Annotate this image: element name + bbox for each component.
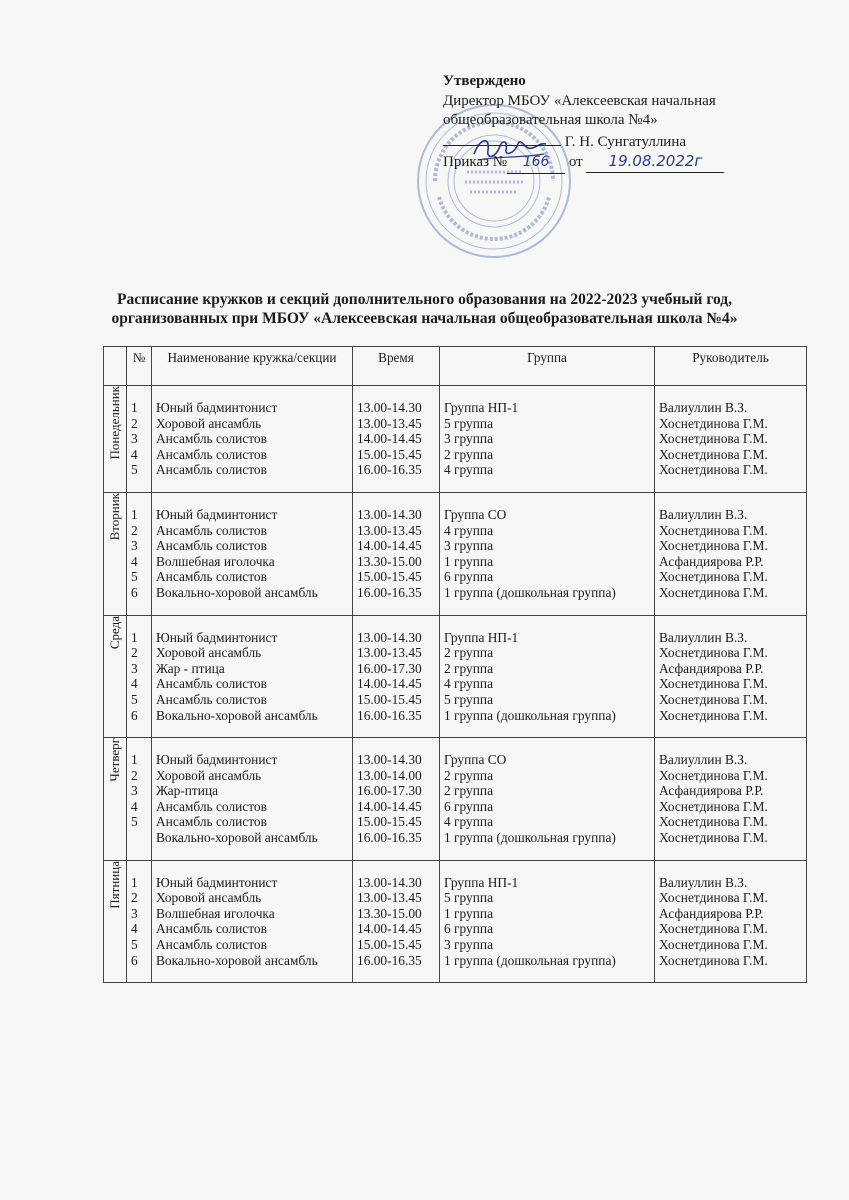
num-text: 6 bbox=[131, 584, 138, 600]
page-title bbox=[0, 290, 849, 328]
time-text: 13.00-14.30 bbox=[357, 752, 422, 768]
group-text: 6 группа bbox=[444, 798, 494, 814]
leader-text: Хоснетдинова Г.М. bbox=[659, 415, 768, 431]
order-date: 19.08.2022г bbox=[586, 152, 724, 173]
day-label: Среда bbox=[107, 615, 123, 649]
group-text: 6 группа bbox=[444, 921, 494, 937]
num-text: 5 bbox=[131, 937, 138, 953]
table-row bbox=[104, 386, 807, 493]
table-row bbox=[104, 492, 807, 615]
group-text: Группа НП-1 bbox=[444, 874, 519, 890]
group-text: Группа СО bbox=[444, 752, 507, 768]
approval-line-2: общеобразовательная школа №4» bbox=[443, 112, 658, 128]
group-text: 3 группа bbox=[444, 431, 494, 447]
approval-line-1: Директор МБОУ «Алексеевская начальная bbox=[443, 92, 716, 109]
club-name-cell bbox=[152, 492, 353, 615]
day-label: Вторник bbox=[107, 492, 123, 541]
group-text: 1 группа (дошкольная группа) bbox=[444, 584, 616, 600]
group-text: 6 группа bbox=[444, 569, 494, 585]
day-cell bbox=[104, 738, 127, 861]
num-text: 2 bbox=[131, 645, 138, 661]
num-text: 4 bbox=[131, 676, 138, 692]
time-text: 13.00-14.30 bbox=[357, 629, 422, 645]
leader-text: Валиуллин В.З. bbox=[659, 752, 748, 768]
group-text: 2 группа bbox=[444, 446, 494, 462]
group-cell bbox=[440, 386, 655, 493]
time-text: 14.00-14.45 bbox=[357, 921, 422, 937]
day-label: Пятница bbox=[107, 860, 123, 909]
leader-text: Асфандиярова Р.Р. bbox=[659, 783, 764, 799]
num-text: 2 bbox=[131, 890, 138, 906]
time-text: 13.00-14.00 bbox=[357, 767, 422, 783]
time-cell bbox=[353, 738, 440, 861]
num-text: 2 bbox=[131, 767, 138, 783]
club-name-cell bbox=[152, 386, 353, 493]
leader-cell bbox=[655, 860, 807, 983]
num-text: 1 bbox=[131, 874, 138, 890]
table-row bbox=[104, 738, 807, 861]
club-name-text: Вокально-хоровой ансамбль bbox=[156, 707, 318, 723]
time-text: 13.00-13.45 bbox=[357, 522, 422, 538]
group-text: 3 группа bbox=[444, 937, 494, 953]
day-cell bbox=[104, 386, 127, 493]
num-text: 3 bbox=[131, 783, 138, 799]
day-cell bbox=[104, 492, 127, 615]
day-cell bbox=[104, 860, 127, 983]
leader-text: Хоснетдинова Г.М. bbox=[659, 569, 768, 585]
club-name-cell bbox=[152, 738, 353, 861]
leader-text: Хоснетдинова Г.М. bbox=[659, 767, 768, 783]
leader-text: Хоснетдинова Г.М. bbox=[659, 937, 768, 953]
time-text: 16.00-17.30 bbox=[357, 783, 422, 799]
leader-cell bbox=[655, 386, 807, 493]
group-text: Группа СО bbox=[444, 506, 507, 522]
group-text: Группа НП-1 bbox=[444, 629, 519, 645]
club-name-text: Ансамбль солистов bbox=[156, 937, 267, 953]
club-name-text: Жар-птица bbox=[156, 783, 219, 799]
group-text: 5 группа bbox=[444, 890, 494, 906]
club-name-text: Юный бадминтонист bbox=[156, 400, 278, 415]
num-text: 1 bbox=[131, 629, 138, 645]
signer-name: Г. Н. Сунгатуллина bbox=[564, 133, 687, 150]
group-text: 2 группа bbox=[444, 660, 494, 676]
time-text: 13.00-13.45 bbox=[357, 890, 422, 906]
num-text: 3 bbox=[131, 538, 138, 554]
group-text: 4 группа bbox=[444, 522, 494, 538]
time-text: 15.00-15.45 bbox=[357, 937, 422, 953]
time-text: 13.30-15.00 bbox=[357, 905, 422, 921]
num-cell bbox=[127, 738, 152, 861]
time-text: 13.00-14.30 bbox=[357, 400, 422, 415]
club-name-text: Юный бадминтонист bbox=[156, 752, 278, 768]
group-text: 4 группа bbox=[444, 462, 494, 478]
leader-text: Хоснетдинова Г.М. bbox=[659, 952, 768, 968]
club-name-text: Ансамбль солистов bbox=[156, 814, 267, 830]
num-text: 3 bbox=[131, 431, 138, 447]
club-name-text: Юный бадминтонист bbox=[156, 506, 278, 522]
header-day bbox=[104, 347, 127, 386]
club-name-text: Ансамбль солистов bbox=[156, 569, 267, 585]
num-cell bbox=[127, 386, 152, 493]
club-name-text: Волшебная иголочка bbox=[156, 905, 275, 921]
leader-text: Хоснетдинова Г.М. bbox=[659, 645, 768, 661]
order-line bbox=[443, 152, 724, 174]
group-text: 2 группа bbox=[444, 783, 494, 799]
time-cell bbox=[353, 386, 440, 493]
approval-block bbox=[443, 72, 724, 174]
approval-heading: Утверждено bbox=[443, 73, 526, 89]
leader-text: Хоснетдинова Г.М. bbox=[659, 446, 768, 462]
order-number: 166 bbox=[507, 153, 565, 174]
table-header-row bbox=[104, 347, 807, 386]
club-name-text: Волшебная иголочка bbox=[156, 553, 275, 569]
time-text: 16.00-16.35 bbox=[357, 952, 422, 968]
time-cell bbox=[353, 492, 440, 615]
time-cell bbox=[353, 615, 440, 738]
table-row bbox=[104, 860, 807, 983]
leader-text: Хоснетдинова Г.М. bbox=[659, 814, 768, 830]
group-text: 3 группа bbox=[444, 538, 494, 554]
header-num: № bbox=[127, 347, 152, 386]
group-text: 4 группа bbox=[444, 814, 494, 830]
signature-line bbox=[443, 131, 561, 146]
club-name-text: Ансамбль солистов bbox=[156, 691, 267, 707]
num-text: 4 bbox=[131, 798, 138, 814]
num-text: 1 bbox=[131, 506, 138, 522]
leader-text: Хоснетдинова Г.М. bbox=[659, 890, 768, 906]
time-text: 16.00-16.35 bbox=[357, 584, 422, 600]
leader-cell bbox=[655, 492, 807, 615]
group-text: 1 группа bbox=[444, 553, 494, 569]
leader-text: Асфандиярова Р.Р. bbox=[659, 660, 764, 676]
group-cell bbox=[440, 860, 655, 983]
num-text bbox=[131, 830, 151, 846]
time-text: 13.00-14.30 bbox=[357, 506, 422, 522]
time-text: 13.30-15.00 bbox=[357, 553, 422, 569]
time-text: 14.00-14.45 bbox=[357, 431, 422, 447]
num-text: 4 bbox=[131, 446, 138, 462]
num-text: 4 bbox=[131, 553, 138, 569]
leader-text: Валиуллин В.З. bbox=[659, 629, 748, 645]
group-cell bbox=[440, 738, 655, 861]
leader-text: Хоснетдинова Г.М. bbox=[659, 584, 768, 600]
title-line-2: организованных при МБОУ «Алексеевская начальная общеобразовательная школа №4» bbox=[111, 310, 738, 327]
header-leader: Руководитель bbox=[655, 347, 807, 386]
group-text: 2 группа bbox=[444, 645, 494, 661]
order-prefix: Приказ № bbox=[443, 154, 508, 170]
approval-signer-line bbox=[443, 131, 724, 153]
header-group: Группа bbox=[440, 347, 655, 386]
num-text: 3 bbox=[131, 660, 138, 676]
leader-text: Асфандиярова Р.Р. bbox=[659, 905, 764, 921]
club-name-text: Хоровой ансамбль bbox=[156, 645, 262, 661]
order-from: от bbox=[568, 154, 583, 170]
header-time: Время bbox=[353, 347, 440, 386]
club-name-text: Юный бадминтонист bbox=[156, 874, 278, 890]
num-text: 1 bbox=[131, 400, 138, 415]
group-text: 1 группа (дошкольная группа) bbox=[444, 830, 616, 846]
time-text: 15.00-15.45 bbox=[357, 446, 422, 462]
num-text: 5 bbox=[131, 569, 138, 585]
time-text: 13.00-14.30 bbox=[357, 874, 422, 890]
time-text: 13.00-13.45 bbox=[357, 415, 422, 431]
club-name-text: Ансамбль солистов bbox=[156, 446, 267, 462]
leader-text: Хоснетдинова Г.М. bbox=[659, 538, 768, 554]
club-name-text: Хоровой ансамбль bbox=[156, 767, 262, 783]
time-cell bbox=[353, 860, 440, 983]
num-cell bbox=[127, 615, 152, 738]
time-text: 16.00-16.35 bbox=[357, 462, 422, 478]
club-name-text: Хоровой ансамбль bbox=[156, 415, 262, 431]
num-cell bbox=[127, 860, 152, 983]
num-text: 4 bbox=[131, 921, 138, 937]
group-text: Группа НП-1 bbox=[444, 400, 519, 415]
club-name-text: Ансамбль солистов bbox=[156, 522, 267, 538]
group-text: 1 группа (дошкольная группа) bbox=[444, 707, 616, 723]
leader-text: Хоснетдинова Г.М. bbox=[659, 676, 768, 692]
club-name-text: Жар - птица bbox=[156, 660, 225, 676]
day-cell bbox=[104, 615, 127, 738]
club-name-text: Вокально-хоровой ансамбль bbox=[156, 584, 318, 600]
group-text: 1 группа (дошкольная группа) bbox=[444, 952, 616, 968]
num-text: 5 bbox=[131, 814, 138, 830]
header-name: Наименование кружка/секции bbox=[152, 347, 353, 386]
time-text: 14.00-14.45 bbox=[357, 676, 422, 692]
club-name-text: Юный бадминтонист bbox=[156, 629, 278, 645]
leader-text: Асфандиярова Р.Р. bbox=[659, 553, 764, 569]
leader-text: Валиуллин В.З. bbox=[659, 506, 748, 522]
group-text: 1 группа bbox=[444, 905, 494, 921]
club-name-text: Ансамбль солистов bbox=[156, 431, 267, 447]
club-name-text: Ансамбль солистов bbox=[156, 676, 267, 692]
title-line-1: Расписание кружков и секций дополнительного образования на 2022-2023 учебный год, bbox=[116, 291, 733, 308]
group-text: 5 группа bbox=[444, 691, 494, 707]
day-label: Понедельник bbox=[107, 386, 123, 460]
leader-text: Валиуллин В.З. bbox=[659, 400, 748, 415]
num-text: 2 bbox=[131, 522, 138, 538]
club-name-text: Ансамбль солистов bbox=[156, 538, 267, 554]
num-text: 5 bbox=[131, 691, 138, 707]
table-row bbox=[104, 615, 807, 738]
leader-text: Хоснетдинова Г.М. bbox=[659, 462, 768, 478]
club-name-text: Ансамбль солистов bbox=[156, 921, 267, 937]
time-text: 15.00-15.45 bbox=[357, 691, 422, 707]
leader-text: Валиуллин В.З. bbox=[659, 874, 748, 890]
num-text: 1 bbox=[131, 752, 138, 768]
time-text: 13.00-13.45 bbox=[357, 645, 422, 661]
club-name-text: Ансамбль солистов bbox=[156, 462, 267, 478]
leader-text: Хоснетдинова Г.М. bbox=[659, 707, 768, 723]
day-label: Четверг bbox=[107, 738, 123, 782]
club-name-text: Вокально-хоровой ансамбль bbox=[156, 830, 318, 846]
time-text: 14.00-14.45 bbox=[357, 538, 422, 554]
group-text: 5 группа bbox=[444, 415, 494, 431]
club-name-cell bbox=[152, 615, 353, 738]
schedule-body bbox=[104, 386, 807, 983]
group-cell bbox=[440, 492, 655, 615]
num-text: 5 bbox=[131, 462, 138, 478]
time-text: 16.00-17.30 bbox=[357, 660, 422, 676]
leader-text: Хоснетдинова Г.М. bbox=[659, 691, 768, 707]
num-cell bbox=[127, 492, 152, 615]
club-name-text: Ансамбль солистов bbox=[156, 798, 267, 814]
leader-text: Хоснетдинова Г.М. bbox=[659, 522, 768, 538]
time-text: 15.00-15.45 bbox=[357, 569, 422, 585]
leader-cell bbox=[655, 738, 807, 861]
num-text: 6 bbox=[131, 707, 138, 723]
time-text: 16.00-16.35 bbox=[357, 707, 422, 723]
group-text: 2 группа bbox=[444, 767, 494, 783]
leader-text: Хоснетдинова Г.М. bbox=[659, 830, 768, 846]
leader-text: Хоснетдинова Г.М. bbox=[659, 431, 768, 447]
leader-text: Хоснетдинова Г.М. bbox=[659, 798, 768, 814]
leader-cell bbox=[655, 615, 807, 738]
club-name-text: Хоровой ансамбль bbox=[156, 890, 262, 906]
schedule-table bbox=[103, 346, 807, 983]
num-text: 6 bbox=[131, 952, 138, 968]
club-name-text: Вокально-хоровой ансамбль bbox=[156, 952, 318, 968]
num-text: 3 bbox=[131, 905, 138, 921]
time-text: 15.00-15.45 bbox=[357, 814, 422, 830]
leader-text: Хоснетдинова Г.М. bbox=[659, 921, 768, 937]
num-text: 2 bbox=[131, 415, 138, 431]
time-text: 14.00-14.45 bbox=[357, 798, 422, 814]
time-text: 16.00-16.35 bbox=[357, 830, 422, 846]
group-text: 4 группа bbox=[444, 676, 494, 692]
club-name-cell bbox=[152, 860, 353, 983]
group-cell bbox=[440, 615, 655, 738]
